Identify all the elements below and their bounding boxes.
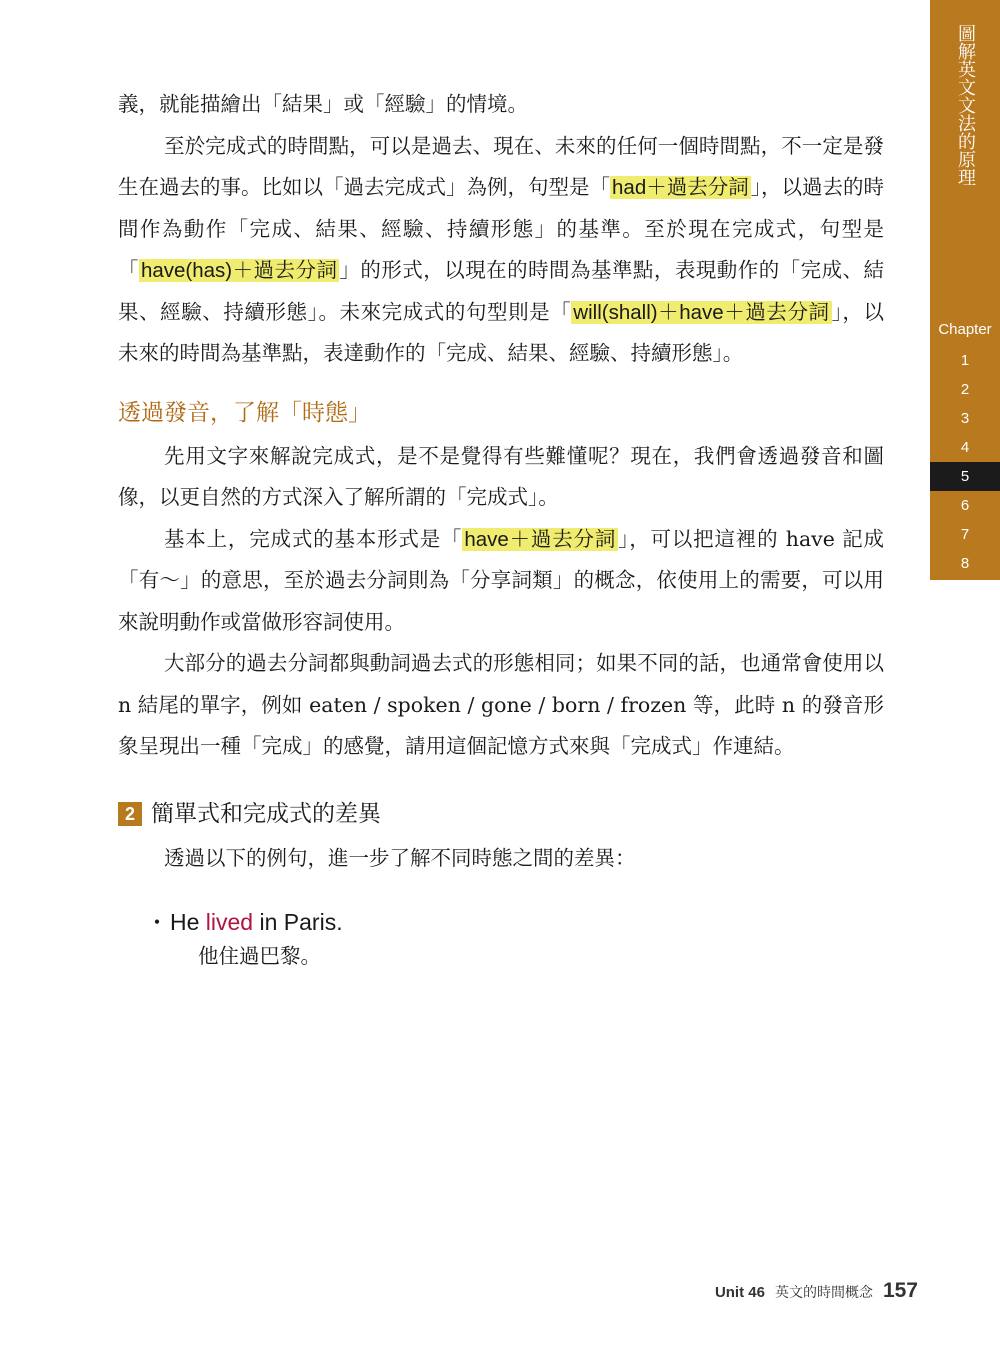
example-after: in Paris.: [253, 909, 343, 935]
footer-unit: Unit 46: [714, 1284, 765, 1301]
paragraph-2: [118, 126, 884, 375]
chapter-list: [930, 346, 1000, 578]
section-title: 簡單式和完成式的差異: [151, 800, 381, 827]
chapter-item-1[interactable]: 1: [960, 352, 970, 369]
chapter-label: Chapter: [938, 321, 992, 338]
paragraph-2-text-3: 」的形式，以現在的時間為基準點，表現動作的「完成、結果、經驗、持續形態」。未來完成式的句型則是「: [118, 258, 885, 324]
chapter-item-7[interactable]: 7: [960, 526, 970, 543]
bullet-icon: ・: [145, 909, 169, 935]
highlight-have-pp: have＋過去分詞: [464, 527, 617, 551]
subheading: 透過發音，了解「時態」: [118, 399, 371, 426]
paragraph-3: 先用文字來解說完成式，是不是覺得有些難懂呢？現在，我們會透過發音和圖像，以更自然的方式深入了解所謂的「完成式」。: [118, 443, 884, 509]
page-content: [118, 84, 884, 973]
page-footer: [715, 1279, 918, 1303]
chapter-item-4[interactable]: 4: [960, 439, 970, 456]
section-intro: 透過以下的例句，進一步了解不同時態之間的差異：: [164, 845, 636, 870]
paragraph-4: [118, 519, 884, 644]
paragraph-2-text-2: 」，以過去的時間作為動作「完成、結果、經驗、持續形態」的基準。至於現在完成式，句型是「: [118, 175, 885, 282]
paragraph-2-text-1: 至於完成式的時間點，可以是過去、現在、未來的任何一個時間點，不一定是發生在過去的事。比如以「過去完成式」為例，句型是「: [118, 133, 884, 199]
example-verb: lived: [205, 909, 254, 935]
example-english: [145, 905, 884, 939]
book-title: 圖解英文文法的原理: [955, 24, 976, 186]
footer-title: 英文的時間概念: [774, 1285, 873, 1301]
chapter-side-tab: [930, 0, 1000, 580]
page-number: 157: [882, 1279, 918, 1302]
section-number-badge: 2: [118, 802, 142, 826]
paragraph-2-text-4: 」，以未來的時間為基準點，表達動作的「完成、結果、經驗、持續形態」。: [118, 299, 884, 365]
chapter-item-5-active[interactable]: 5: [930, 462, 1000, 491]
example-before: He: [170, 909, 206, 935]
paragraph-1: 義，就能描繪出「結果」或「經驗」的情境。: [118, 92, 528, 116]
example-translation: 他住過巴黎。: [198, 944, 321, 968]
paragraph-4-text-1: 基本上，完成式的基本形式是「: [164, 526, 463, 551]
highlight-future-perfect: will(shall)＋have＋過去分詞: [573, 300, 830, 324]
example-sentence: [145, 905, 884, 973]
highlight-present-perfect: have(has)＋過去分詞: [140, 259, 338, 282]
paragraph-4-text-2: 」，可以把這裡的 have 記成「有～」的意思，至於過去分詞則為「分享詞類」的概念，依使用上的需要，可以用來說明動作或當做形容詞使用。: [118, 526, 885, 634]
highlight-past-perfect: had＋過去分詞: [612, 176, 749, 199]
chapter-item-2[interactable]: 2: [960, 381, 970, 398]
chapter-item-6[interactable]: 6: [960, 497, 970, 514]
chapter-item-8[interactable]: 8: [960, 555, 970, 572]
paragraph-5: 大部分的過去分詞都與動詞過去式的形態相同；如果不同的話，也通常會使用以 n 結尾的單字，例如 eaten / spoken / gone / born / frozen 等，此時 n 的發音形象呈現出一種「完成」的感覺，請用這個記憶方式來與「完成式」作連結。: [118, 651, 884, 758]
chapter-item-3[interactable]: 3: [960, 410, 970, 427]
section-heading: [118, 794, 884, 834]
